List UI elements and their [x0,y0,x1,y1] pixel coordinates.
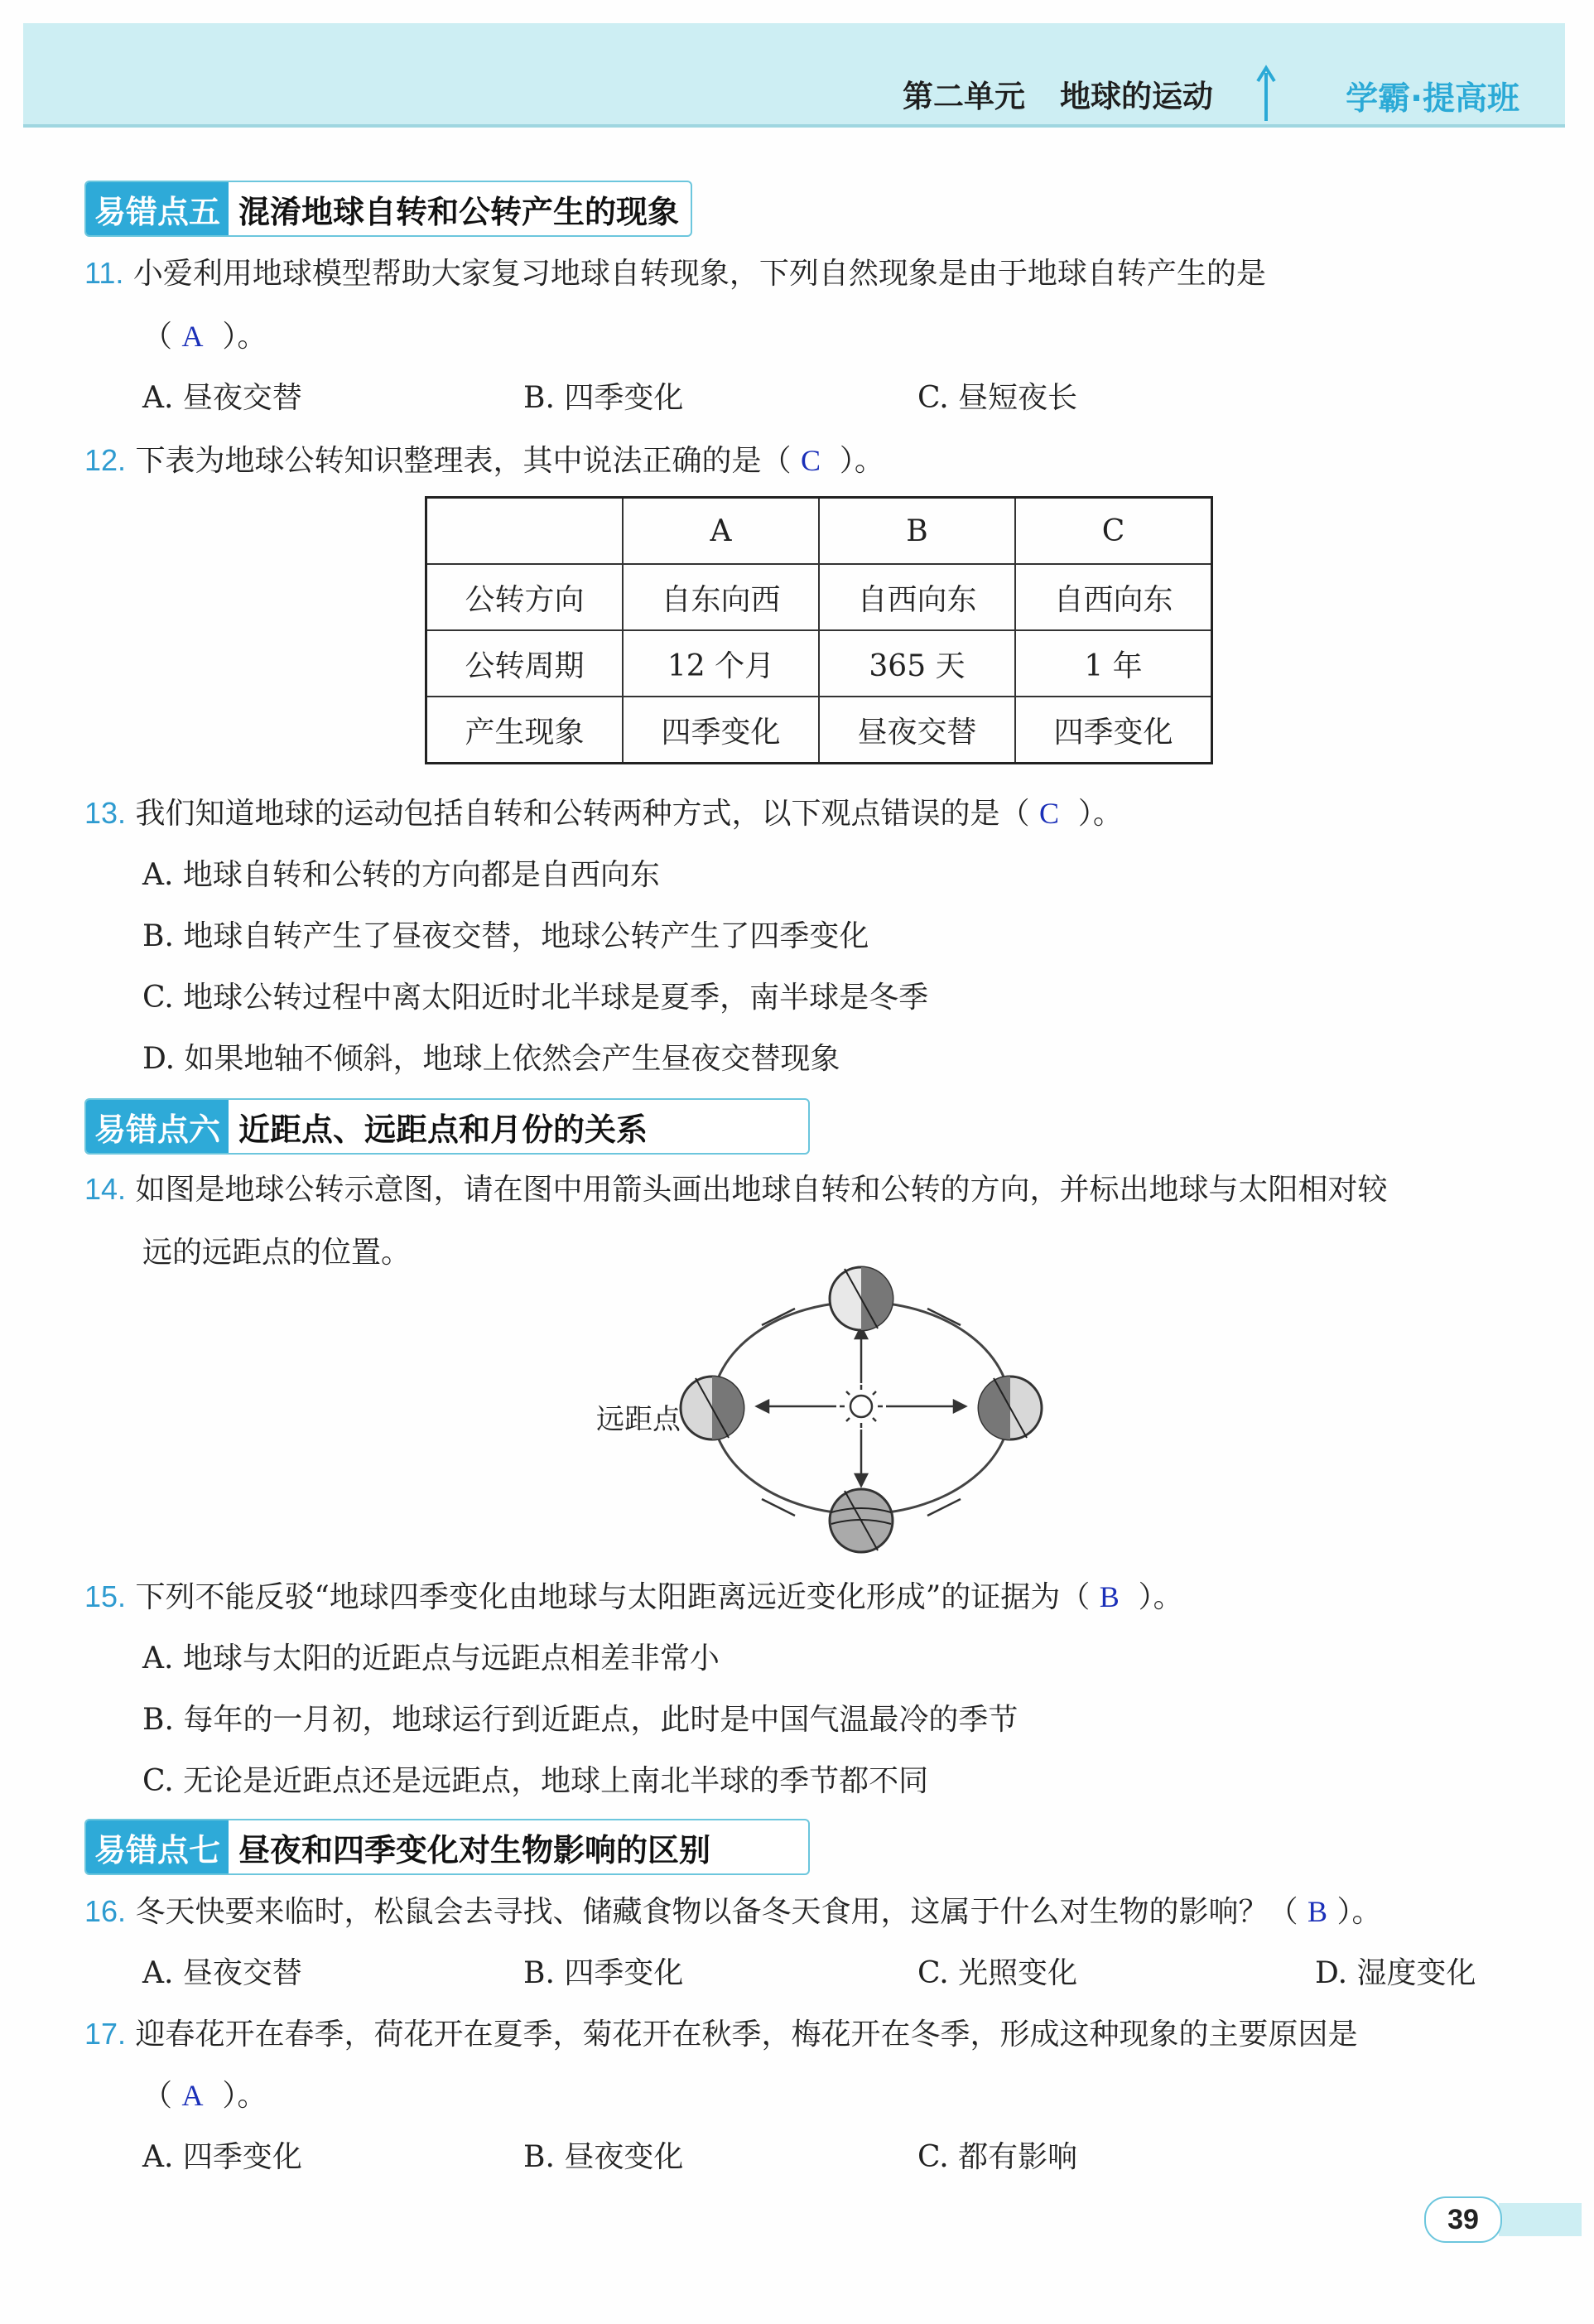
paren-open: （ [142,2079,173,2113]
paren-close: ）。 [839,444,884,478]
question-number: 16. [84,1894,127,1928]
option-d: D. 湿度变化 [1315,1956,1476,1990]
table-cell: C [1015,498,1212,565]
table-cell: 昼夜交替 [819,697,1015,764]
option-b: B. 四季变化 [523,381,684,415]
option-a: A. 地球与太阳的近距点与远距点相差非常小 [142,1642,720,1675]
sun-icon [840,1385,883,1428]
answer-value: A [181,2079,204,2112]
question-12 [84,437,884,480]
table-cell: 12 个月 [623,630,819,697]
table-header-row [426,498,1212,565]
arrow-up-icon [1254,65,1279,123]
option-a: A. 地球自转和公转的方向都是自西向东 [142,858,660,892]
question-number: 14. [84,1172,127,1206]
question-number: 12. [84,443,127,477]
header-divider [23,124,1565,128]
section-banner-5 [84,181,692,237]
brand-logo: 学霸·提高班 [1346,80,1519,118]
question-15 [84,1574,1183,1616]
sunlight-arrows [757,1327,966,1486]
table-cell: 四季变化 [1015,697,1212,764]
page-number: 39 [1424,2196,1502,2243]
option-a: A. 昼夜交替 [142,1956,302,1990]
table-cell: 1 年 [1015,630,1212,697]
option-c: C. 光照变化 [917,1956,1078,1990]
paren-close: ）。 [1336,1895,1382,1929]
earth-icon [979,1377,1042,1439]
question-14-line2: 远的远距点的位置。 [142,1236,412,1270]
question-text: 迎春花开在春季，荷花开在夏季，菊花开在秋季，梅花开在冬季，形成这种现象的主要原因是 [135,2018,1358,2052]
question-text: 小爱利用地球模型帮助大家复习地球自转现象，下列自然现象是由于地球自转产生的是 [132,257,1266,291]
section-tag: 易错点六 [86,1100,229,1153]
answer-value: C [800,444,821,477]
question-number: 17. [84,2017,127,2051]
table-row [426,697,1212,764]
option-a: A. 四季变化 [142,2140,302,2174]
answer-value: B [1307,1895,1327,1928]
option-a: A. 昼夜交替 [142,381,302,415]
table-cell: 产生现象 [426,697,624,764]
paren-close: ）。 [222,320,267,354]
earth-icon [681,1377,744,1439]
section-title: 昼夜和四季变化对生物影响的区别 [238,1831,711,1868]
question-text: 我们知道地球的运动包括自转和公转两种方式，以下观点错误的是（ [135,797,1030,831]
option-b: B. 地球自转产生了昼夜交替，地球公转产生了四季变化 [142,919,869,953]
table-row [426,630,1212,697]
table-cell [426,498,624,565]
section-tag: 易错点五 [86,182,229,235]
table-cell: 365 天 [819,630,1015,697]
table-cell: 自东向西 [623,564,819,630]
answer-value: C [1038,797,1059,830]
option-b: B. 四季变化 [523,1956,684,1990]
answer-line-11 [142,313,267,355]
option-c: C. 都有影响 [917,2140,1078,2174]
revolution-table [425,496,1213,764]
answer-line-17 [142,2072,267,2114]
section-banner-7 [84,1819,810,1875]
header-title [903,71,1213,116]
question-text: 如图是地球公转示意图，请在图中用箭头画出地球自转和公转的方向，并标出地球与太阳相对较 [135,1173,1388,1207]
table-cell: 自西向东 [819,564,1015,630]
table-cell: 公转周期 [426,630,624,697]
answer-value: B [1099,1580,1120,1613]
option-b: B. 昼夜变化 [523,2140,684,2174]
answer-value: A [181,320,204,353]
question-17 [84,2011,1358,2053]
paren-open: （ [142,320,173,354]
section-tag: 易错点七 [86,1820,229,1873]
table-cell: B [819,498,1015,565]
question-13 [84,790,1123,832]
question-number: 13. [84,796,127,830]
option-c: C. 无论是近距点还是远距点，地球上南北半球的季节都不同 [142,1764,929,1798]
table-row [426,564,1212,630]
question-number: 11. [84,256,124,290]
paren-close: ）。 [1138,1580,1183,1614]
page-number-bar [1499,2203,1582,2236]
paren-close: ）。 [1077,797,1123,831]
section-banner-6 [84,1098,810,1155]
question-text: 下列不能反驳“地球四季变化由地球与太阳距离远近变化形成”的证据为（ [135,1580,1091,1614]
table-cell: 自西向东 [1015,564,1212,630]
chapter-label: 地球的运动 [1060,79,1213,114]
question-14 [84,1166,1388,1208]
question-number: 15. [84,1579,127,1613]
aphelion-label: 远距点 [596,1403,681,1436]
paren-close: ）。 [222,2079,267,2113]
table-cell: 公转方向 [426,564,624,630]
section-title: 混淆地球自转和公转产生的现象 [238,193,680,230]
table-cell: 四季变化 [623,697,819,764]
question-text: 下表为地球公转知识整理表，其中说法正确的是（ [135,444,792,478]
option-b: B. 每年的一月初，地球运行到近距点，此时是中国气温最冷的季节 [142,1703,1019,1737]
option-d: D. 如果地轴不倾斜，地球上依然会产生昼夜交替现象 [142,1042,840,1076]
earth-icon [830,1267,893,1330]
table-cell: A [623,498,819,565]
unit-label: 第二单元 [903,79,1025,114]
option-c: C. 昼短夜长 [917,381,1078,415]
earth-icon [830,1489,893,1552]
question-11 [84,250,1266,292]
option-c: C. 地球公转过程中离太阳近时北半球是夏季，南半球是冬季 [142,981,929,1015]
header-band [23,23,1565,128]
question-text: 冬天快要来临时，松鼠会去寻找、储藏食物以备冬天食用，这属于什么对生物的影响？（ [135,1895,1298,1929]
section-title: 近距点、远距点和月份的关系 [238,1111,648,1148]
question-16 [84,1888,1381,1931]
